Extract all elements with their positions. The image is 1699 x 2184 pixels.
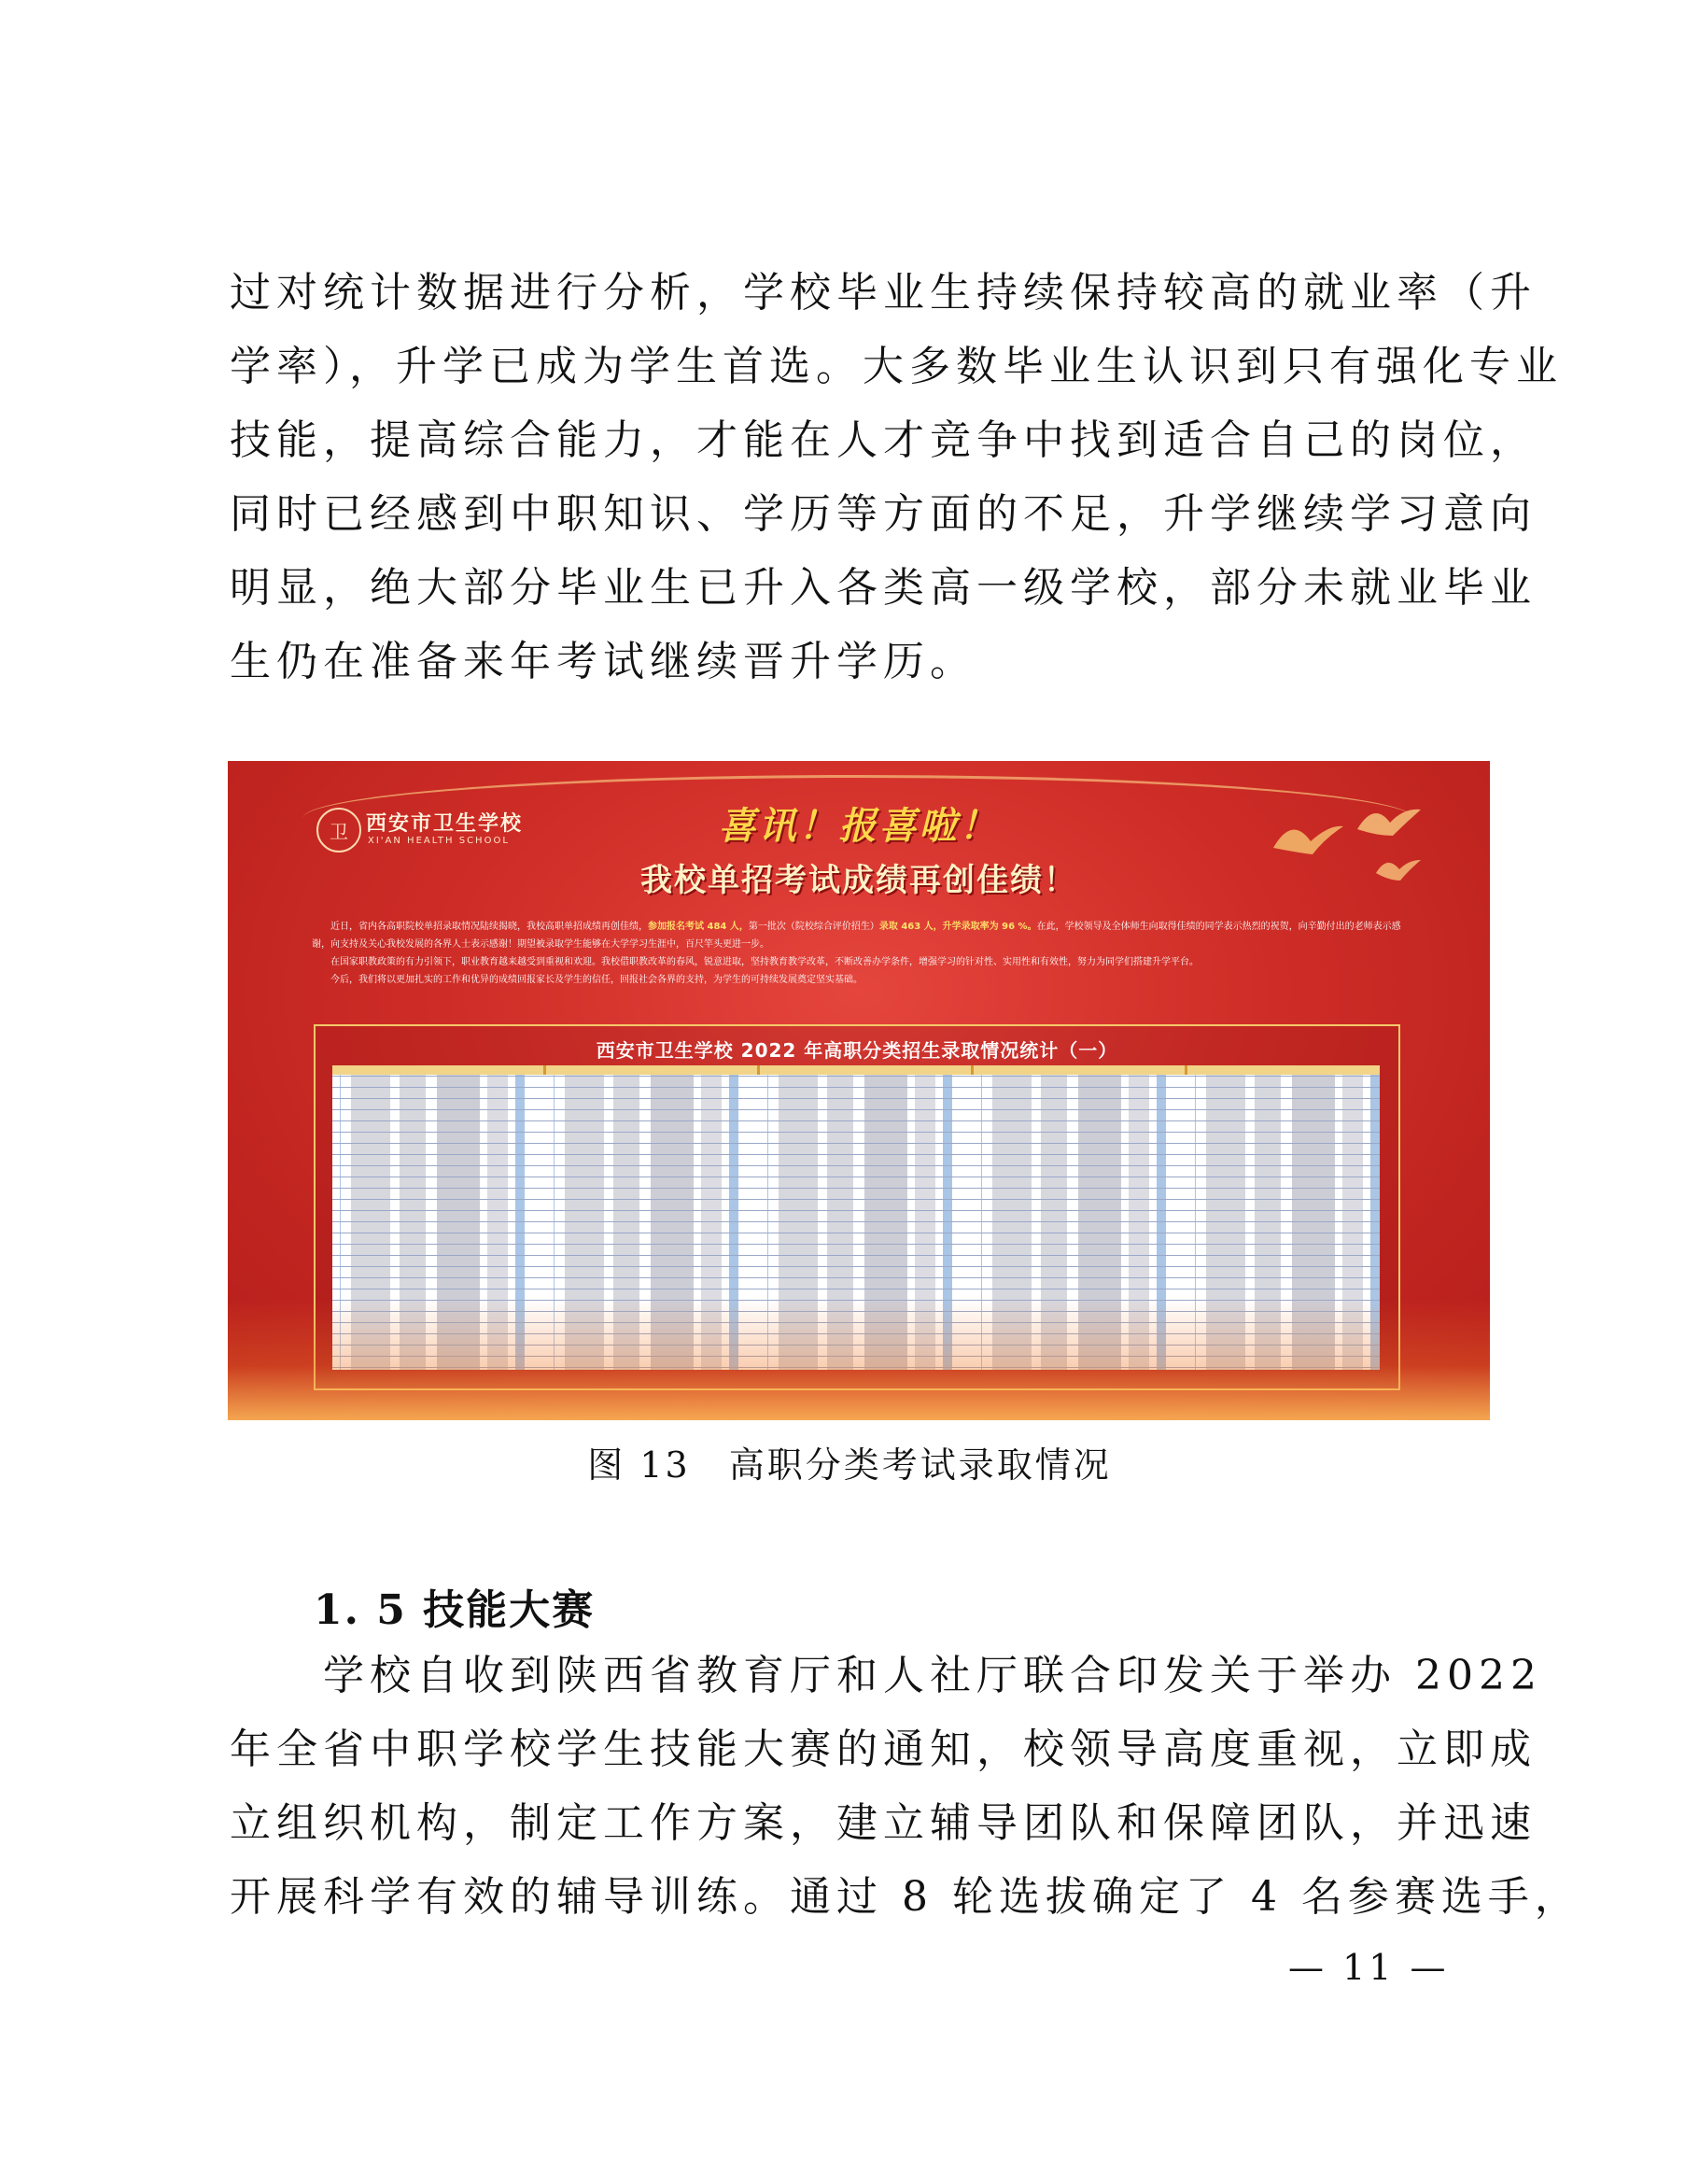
text-line: 技能，提高综合能力，才能在人才竞争中找到适合自己的岗位， — [230, 416, 1537, 464]
announcement-paragraph: 在国家职教政策的有力引领下，职业教育越来越受到重视和欢迎。我校借职教改革的春风，锐意进取，坚持教育教学改革，不断改善办学条件，增强学习的针对性、实用性和有效性，努力为同学们搭建升学平台。 — [330, 957, 1199, 967]
text-line: 明显，绝大部分毕业生已升入各类高一级学校，部分未就业毕业 — [230, 564, 1537, 612]
body-paragraph-employment — [230, 256, 1563, 698]
body-paragraph-skills-contest — [230, 1639, 1581, 1934]
school-name-en: XI'AN HEALTH SCHOOL — [368, 836, 510, 846]
banner-subtitle: 我校单招考试成绩再创佳绩！ — [640, 862, 1077, 899]
text-line: 生仍在准备来年考试继续晋升学历。 — [230, 638, 976, 685]
school-name: 西安市卫生学校 — [366, 812, 524, 836]
text-line: 学校自收到陕西省教育厅和人社厅联合印发关于举办 2022 — [230, 1652, 1542, 1699]
text-line: 学率），升学已成为学生首选。大多数毕业生认识到只有强化专业 — [230, 343, 1563, 390]
announcement-paragraph: 近日，省内各高职院校单招录取情况陆续揭晓，我校高职单招成绩再创佳绩，参加报名考试 484 人，第一批次（院校综合评价招生）录取 463 人，升学录取率为 96 %。在此，学校领导及全体师生向取得佳绩的同学表示热烈的祝贺，向辛勤付出的老师表示感谢，向支持及关心我校发展的各界人士表示感谢！期望被录取学生能够在大学学习生涯中，百尺竿头更进一步。 — [312, 922, 1401, 950]
text-line: 立组织机构，制定工作方案，建立辅导团队和保障团队，并迅速 — [230, 1799, 1537, 1847]
admission-banner-figure — [228, 761, 1490, 1420]
section-heading: 1. 5 技能大赛 — [314, 1586, 596, 1634]
text-line: 过对统计数据进行分析，学校毕业生持续保持较高的就业率（升 — [230, 269, 1537, 317]
decorative-glow — [228, 1299, 1490, 1420]
figure-caption: 图 13 高职分类考试录取情况 — [587, 1444, 1112, 1486]
announcement-paragraph: 今后，我们将以更加扎实的工作和优异的成绩回报家长及学生的信任，回报社会各界的支持，为学生的可持续发展奠定坚实基础。 — [330, 975, 863, 985]
text-line: 年全省中职学校学生技能大赛的通知，校领导高度重视，立即成 — [230, 1726, 1537, 1773]
announcement-text — [312, 918, 1413, 989]
text-line: 同时已经感到中职知识、学历等方面的不足，升学继续学习意向 — [230, 490, 1537, 538]
stats-table-header — [332, 1065, 1380, 1075]
text-line: 开展科学有效的辅导训练。通过 8 轮选拔确定了 4 名参赛选手， — [230, 1873, 1581, 1921]
stats-table-title: 西安市卫生学校 2022 年高职分类招生录取情况统计（一） — [596, 1039, 1118, 1062]
flying-birds-icon — [1264, 796, 1451, 909]
banner-title: 喜讯！报喜啦！ — [718, 805, 1000, 848]
school-logo-icon: 卫 — [316, 808, 361, 852]
page-number: — 11 — — [1288, 1947, 1450, 1988]
